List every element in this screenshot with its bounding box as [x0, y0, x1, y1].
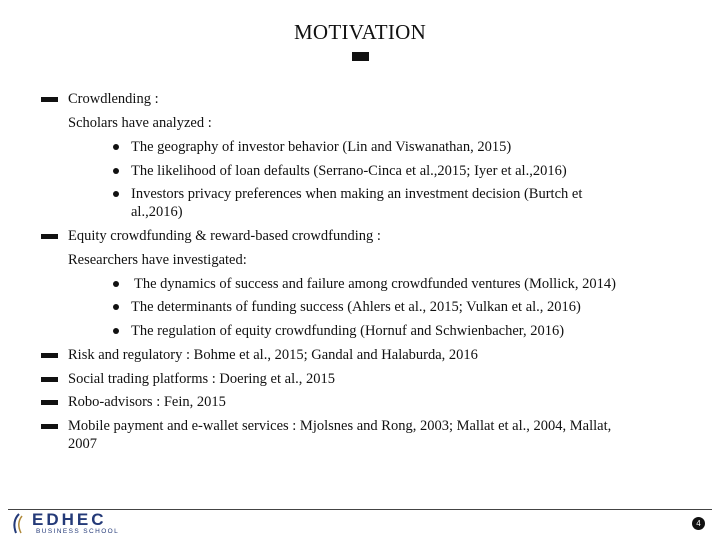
section-heading-equity: Equity crowdfunding & reward-based crowdfunding : [68, 228, 381, 244]
slide-title: MOTIVATION [293, 20, 427, 44]
bullet-dot [113, 328, 119, 334]
bullet-item: Investors privacy preferences when making an investment decision (Burtch et [131, 186, 583, 202]
section-heading-social-trading: Social trading platforms : Doering et al., 2015 [68, 371, 335, 387]
section-marker [41, 353, 58, 358]
bullet-dot [113, 281, 119, 287]
section-heading-crowdlending: Crowdlending : [68, 91, 159, 107]
bullet-dot [113, 144, 119, 150]
bullet-item: The dynamics of success and failure among crowdfunded ventures (Mollick, 2014) [134, 276, 616, 292]
section-intro: Researchers have investigated: [68, 252, 247, 268]
bullet-dot [113, 304, 119, 310]
section-marker [41, 377, 58, 382]
section-heading-risk: Risk and regulatory : Bohme et al., 2015; Gandal and Halaburda, 2016 [68, 347, 478, 363]
edhec-logo [10, 510, 130, 537]
section-marker [41, 234, 58, 239]
page-number: 4 [692, 517, 705, 530]
logo-subtext: BUSINESS SCHOOL [36, 528, 120, 535]
bullet-item-continuation: al.,2016) [131, 204, 183, 220]
section-intro: Scholars have analyzed : [68, 115, 212, 131]
bullet-item: The determinants of funding success (Ahlers et al., 2015; Vulkan et al., 2016) [131, 299, 581, 315]
bullet-dot [113, 168, 119, 174]
footer-divider [8, 509, 712, 510]
section-heading-robo-advisors: Robo-advisors : Fein, 2015 [68, 394, 226, 410]
section-marker [41, 424, 58, 429]
section-marker [41, 400, 58, 405]
logo-text: EDHEC [32, 510, 107, 529]
logo-emblem-icon [10, 513, 28, 535]
bullet-dot [113, 191, 119, 197]
bullet-item: The likelihood of loan defaults (Serrano-Cinca et al.,2015; Iyer et al.,2016) [131, 163, 567, 179]
section-marker [41, 97, 58, 102]
bullet-item: The geography of investor behavior (Lin and Viswanathan, 2015) [131, 139, 512, 155]
section-heading-continuation: 2007 [68, 436, 97, 452]
title-underline-bar [352, 52, 369, 61]
section-heading-mobile-payment: Mobile payment and e-wallet services : Mjolsnes and Rong, 2003; Mallat et al., 2004, Mallat, [68, 418, 612, 434]
bullet-item: The regulation of equity crowdfunding (Hornuf and Schwienbacher, 2016) [131, 323, 565, 339]
